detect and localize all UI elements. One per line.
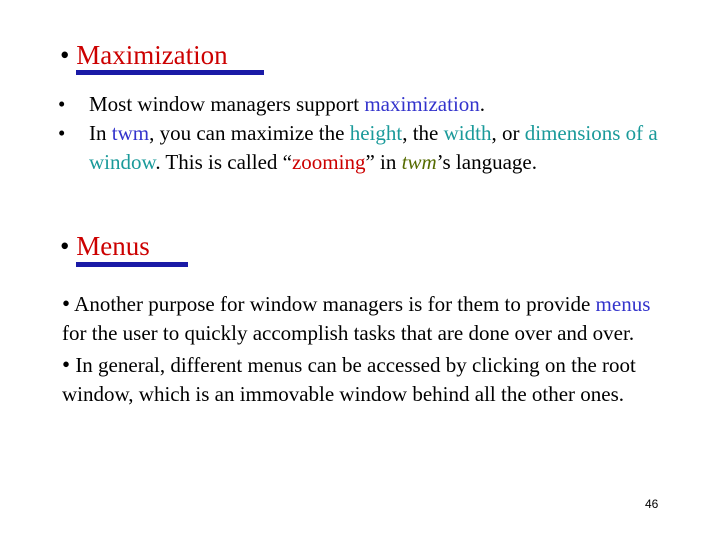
bullet: •	[62, 291, 71, 316]
bullet: •	[62, 352, 71, 377]
bullet: •	[58, 92, 66, 116]
term-maximization: maximization	[364, 92, 480, 116]
heading-title: Menus	[76, 231, 150, 261]
menus-paragraphs	[62, 289, 652, 409]
term-twm-italic: twm	[401, 150, 437, 174]
heading-underline	[76, 70, 264, 75]
heading-underline	[76, 262, 188, 267]
item-text: Most window managers support	[89, 92, 365, 116]
page-number: 46	[645, 497, 659, 511]
bullet: •	[58, 121, 66, 145]
paragraph	[62, 289, 652, 348]
item-text: In	[89, 121, 112, 145]
item-text: , you can maximize the	[149, 121, 350, 145]
item-text: . This is called “	[155, 150, 292, 174]
list-item	[58, 119, 658, 177]
heading-title: Maximization	[76, 40, 228, 70]
paragraph-text: In general, different menus can be accessed by clicking on the root window, which is an immovable window behind all the other ones.	[62, 353, 636, 406]
item-text: , the	[402, 121, 444, 145]
section-heading-menus	[60, 231, 150, 261]
term-dimensions: dimensions of a window	[89, 121, 658, 174]
paragraph-text: Another purpose for window managers is for them to provide	[70, 292, 596, 316]
term-width: width	[443, 121, 492, 145]
term-menus: menus	[595, 292, 651, 316]
item-text: ” in	[365, 150, 402, 174]
item-text: ’s language.	[436, 150, 537, 174]
heading-bullet: •	[60, 40, 70, 70]
section-heading-maximization	[60, 40, 228, 70]
term-height: height	[349, 121, 403, 145]
heading-bullet: •	[60, 231, 70, 261]
item-text: , or	[491, 121, 525, 145]
maximization-list	[58, 90, 658, 177]
item-text: .	[479, 92, 486, 116]
term-zooming: zooming	[291, 150, 366, 174]
paragraph	[62, 350, 652, 409]
paragraph-text: for the user to quickly accomplish tasks that are done over and over.	[62, 321, 635, 345]
term-twm: twm	[111, 121, 150, 145]
list-item	[58, 90, 658, 119]
